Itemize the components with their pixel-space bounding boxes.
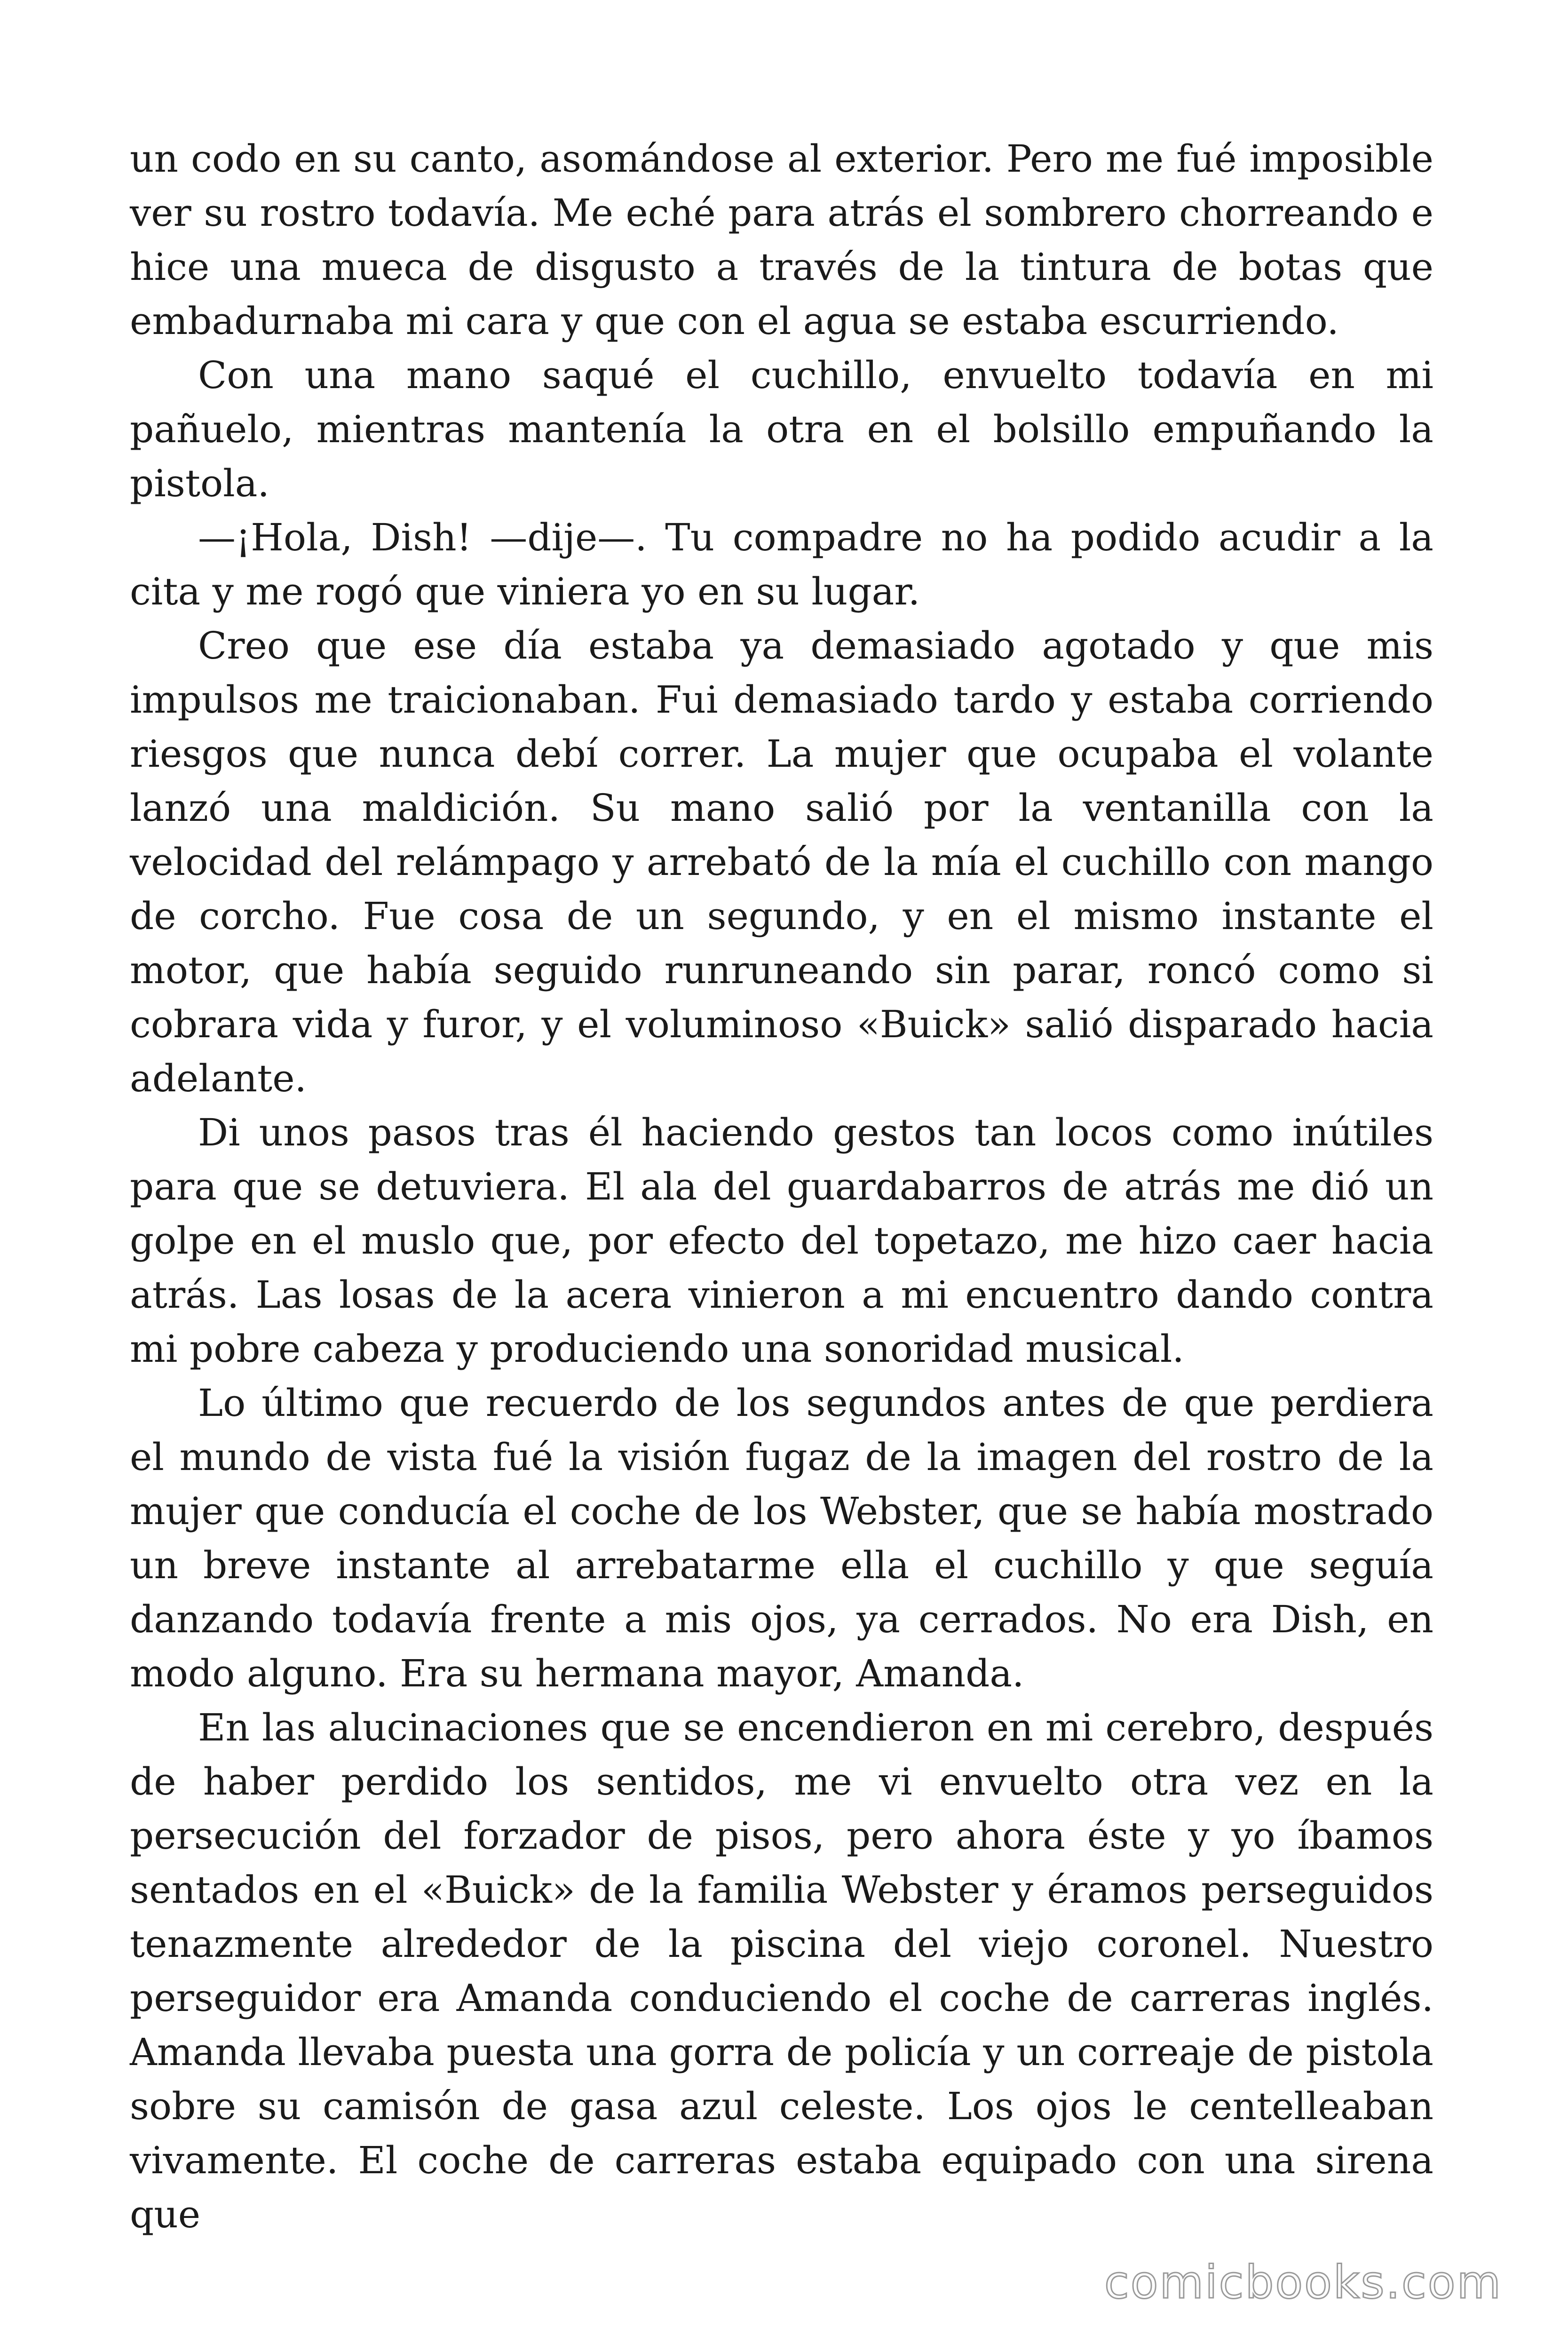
paragraph-4: Creo que ese día estaba ya demasiado agotado y que mis impulsos me traicionaban. Fui demasiado tardo y estaba corriendo riesgos que nunca debí correr. La mujer que ocupaba el volante lanzó una maldición. Su mano salió por la ventanilla con la velocidad del relámpago y arrebató de la mía el cuchillo con mango de corcho. Fue cosa de un segundo, y en el mismo instante el motor, que había seguido runruneando sin parar, roncó como si cobrara vida y furor, y el voluminoso «Buick» salió disparado hacia adelante. [130, 624, 1433, 1100]
paragraph-6: Lo último que recuerdo de los segundos antes de que perdiera el mundo de vista fué la visión fugaz de la imagen del rostro de la mujer que conducía el coche de los Webster, que se había mostrado un breve instante al arrebatarme ella el cuchillo y que seguía danzando todavía frente a mis ojos, ya cerrados. No era Dish, en modo alguno. Era su hermana mayor, Amanda. [130, 1381, 1433, 1695]
paragraph-3: —¡Hola, Dish! —dije—. Tu compadre no ha podido acudir a la cita y me rogó que viniera yo en su lugar. [130, 516, 1433, 613]
paragraph-1: un codo en su canto, asomándose al exterior. Pero me fué imposible ver su rostro todavía. Me eché para atrás el sombrero chorreando e hice una mueca de disgusto a través de la tintura de botas que embadurnaba mi cara y que con el agua se estaba escurriendo. [130, 137, 1433, 343]
paragraph-7: En las alucinaciones que se encendieron en mi cerebro, después de haber perdido los sentidos, me vi envuelto otra vez en la persecución del forzador de pisos, pero ahora éste y yo íbamos sentados en el «Buick» de la familia Webster y éramos perseguidos tenazmente alrededor de la piscina del viejo coronel. Nuestro perseguidor era Amanda conduciendo el coche de carreras inglés. Amanda llevaba puesta una gorra de policía y un correaje de pistola sobre su camisón de gasa azul celeste. Los ojos le centelleaban vivamente. El coche de carreras estaba equipado con una sirena que [130, 1706, 1433, 2236]
page-body [130, 132, 1433, 2241]
paragraph-2: Con una mano saqué el cuchillo, envuelto todavía en mi pañuelo, mientras mantenía la otra en el bolsillo empuñando la pistola. [130, 353, 1433, 505]
watermark: comicbooks.com [1104, 2256, 1502, 2309]
paragraph-5: Di unos pasos tras él haciendo gestos tan locos como inútiles para que se detuviera. El ala del guardabarros de atrás me dió un golpe en el muslo que, por efecto del topetazo, me hizo caer hacia atrás. Las losas de la acera vinieron a mi encuentro dando contra mi pobre cabeza y produciendo una sonoridad musical. [130, 1111, 1433, 1371]
